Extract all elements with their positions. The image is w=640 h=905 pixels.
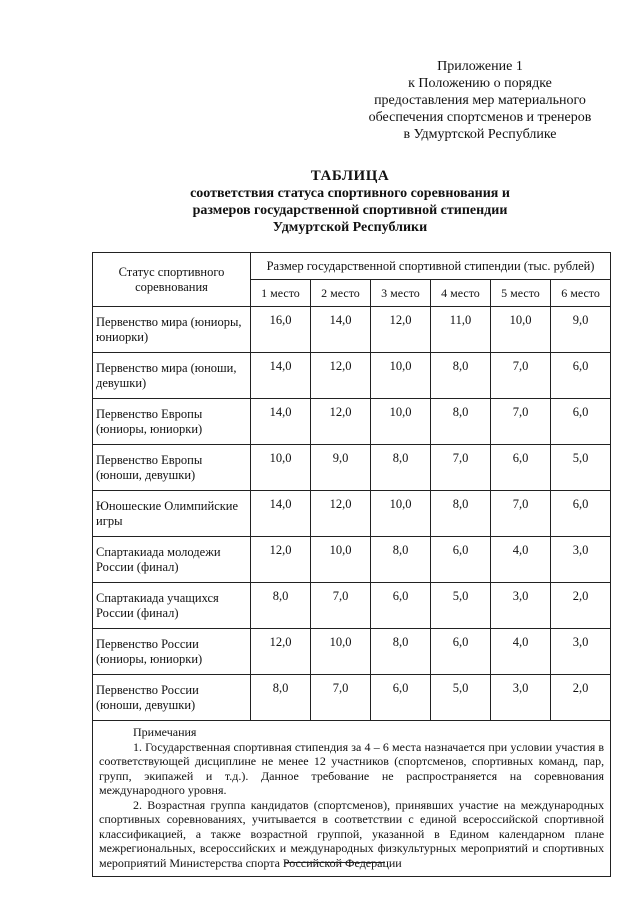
stipend-value: 8,0 <box>431 399 491 445</box>
stipend-value: 7,0 <box>311 675 371 721</box>
stipend-value: 8,0 <box>371 445 431 491</box>
place-header: 3 место <box>371 280 431 307</box>
notes-row <box>93 721 611 877</box>
table-row <box>93 353 611 399</box>
stipend-value: 7,0 <box>491 399 551 445</box>
stipend-value: 12,0 <box>371 307 431 353</box>
footer-divider <box>285 862 385 863</box>
stipend-value: 10,0 <box>371 491 431 537</box>
stipend-value: 8,0 <box>371 629 431 675</box>
appendix-line: Приложение 1 <box>437 59 523 74</box>
table-row <box>93 445 611 491</box>
stipend-value: 6,0 <box>491 445 551 491</box>
appendix-line: к Положению о порядке <box>408 76 552 91</box>
stipend-value: 8,0 <box>431 353 491 399</box>
title-line: размеров государственной спортивной стипендии <box>192 203 508 218</box>
stipend-value: 10,0 <box>371 353 431 399</box>
stipend-value: 12,0 <box>311 353 371 399</box>
stipend-value: 7,0 <box>311 583 371 629</box>
competition-status: Первенство мира (юноши, девушки) <box>93 353 251 399</box>
table-row <box>93 675 611 721</box>
stipend-value: 8,0 <box>371 537 431 583</box>
stipend-value: 14,0 <box>311 307 371 353</box>
stipend-value: 3,0 <box>491 583 551 629</box>
stipend-value: 6,0 <box>551 399 611 445</box>
place-header: 1 место <box>251 280 311 307</box>
table-row <box>93 399 611 445</box>
table-row <box>93 629 611 675</box>
place-header: 2 место <box>311 280 371 307</box>
title-main: ТАБЛИЦА <box>310 168 390 184</box>
table-row <box>93 491 611 537</box>
note-item: 1. Государственная спортивная стипендия за 4 – 6 места назначается при условии участия в соответствующей дисциплине не менее 12 участников (спортсменов, спортивных команд, пар, групп, экипажей и т.д.). Данное требование не распространяется на соревнования международного уровня. <box>99 739 605 797</box>
stipend-value: 2,0 <box>551 583 611 629</box>
stipend-value: 10,0 <box>311 537 371 583</box>
stipend-value: 6,0 <box>431 537 491 583</box>
stipend-value: 12,0 <box>311 399 371 445</box>
table-row <box>93 307 611 353</box>
stipend-value: 12,0 <box>251 537 311 583</box>
stipend-value: 9,0 <box>311 445 371 491</box>
stipend-value: 6,0 <box>371 675 431 721</box>
title-line: Удмуртской Республики <box>272 220 428 235</box>
place-header: 6 место <box>551 280 611 307</box>
stipend-value: 14,0 <box>251 491 311 537</box>
stipend-value: 7,0 <box>491 491 551 537</box>
stipend-value: 6,0 <box>371 583 431 629</box>
competition-status: Юношеские Олимпийские игры <box>93 491 251 537</box>
note-item: 2. Возрастная группа кандидатов (спортсменов), принявших участие на международных спортивных соревнованиях, учитывается в соответствии с единой всероссийской спортивной классификацией, а также возрастной группой, указанной в Едином календарном плане межрегиональных, всероссийских и международных физкультурных мероприятий и спортивных мероприятий Министерства спорта Российской Федерации <box>99 797 605 870</box>
stipend-value: 3,0 <box>491 675 551 721</box>
stipend-value: 5,0 <box>431 583 491 629</box>
stipend-value: 10,0 <box>491 307 551 353</box>
competition-status: Первенство России (юноши, девушки) <box>93 675 251 721</box>
appendix-line: предоставления мер материального <box>374 93 586 108</box>
stipend-value: 10,0 <box>371 399 431 445</box>
stipend-value: 16,0 <box>251 307 311 353</box>
competition-status: Спартакиада молодежи России (финал) <box>93 537 251 583</box>
stipend-value: 12,0 <box>311 491 371 537</box>
competition-status: Первенство России (юниоры, юниорки) <box>93 629 251 675</box>
table-row <box>93 583 611 629</box>
stipend-value: 12,0 <box>251 629 311 675</box>
stipend-value: 9,0 <box>551 307 611 353</box>
stipend-value: 10,0 <box>311 629 371 675</box>
place-header: 5 место <box>491 280 551 307</box>
stipend-value: 11,0 <box>431 307 491 353</box>
stipend-value: 8,0 <box>251 583 311 629</box>
stipend-value: 7,0 <box>491 353 551 399</box>
stipend-value: 6,0 <box>551 491 611 537</box>
table-row <box>93 537 611 583</box>
stipend-value: 14,0 <box>251 399 311 445</box>
document-title <box>90 168 610 236</box>
title-line: соответствия статуса спортивного соревнования и <box>190 186 510 201</box>
stipend-value: 6,0 <box>431 629 491 675</box>
competition-status: Первенство Европы (юниоры, юниорки) <box>93 399 251 445</box>
stipend-value: 3,0 <box>551 629 611 675</box>
stipend-value: 2,0 <box>551 675 611 721</box>
stipend-value: 14,0 <box>251 353 311 399</box>
stipend-value: 7,0 <box>431 445 491 491</box>
competition-status: Первенство мира (юниоры, юниорки) <box>93 307 251 353</box>
stipend-value: 8,0 <box>251 675 311 721</box>
notes-section <box>93 721 611 877</box>
stipend-value: 3,0 <box>551 537 611 583</box>
appendix-line: обеспечения спортсменов и тренеров <box>368 110 592 125</box>
competition-status: Спартакиада учащихся России (финал) <box>93 583 251 629</box>
appendix-reference <box>360 58 600 143</box>
stipend-value: 5,0 <box>431 675 491 721</box>
place-header: 4 место <box>431 280 491 307</box>
appendix-line: в Удмуртской Республике <box>403 127 557 142</box>
stipend-value: 5,0 <box>551 445 611 491</box>
stipend-value: 8,0 <box>431 491 491 537</box>
status-header: Статус спортивного соревнования <box>93 253 251 307</box>
stipend-value: 6,0 <box>551 353 611 399</box>
stipend-table <box>92 252 611 877</box>
stipend-value: 4,0 <box>491 537 551 583</box>
stipend-value: 4,0 <box>491 629 551 675</box>
notes-title: Примечания <box>133 725 197 739</box>
size-header: Размер государственной спортивной стипендии (тыс. рублей) <box>251 253 611 280</box>
stipend-value: 10,0 <box>251 445 311 491</box>
competition-status: Первенство Европы (юноши, девушки) <box>93 445 251 491</box>
